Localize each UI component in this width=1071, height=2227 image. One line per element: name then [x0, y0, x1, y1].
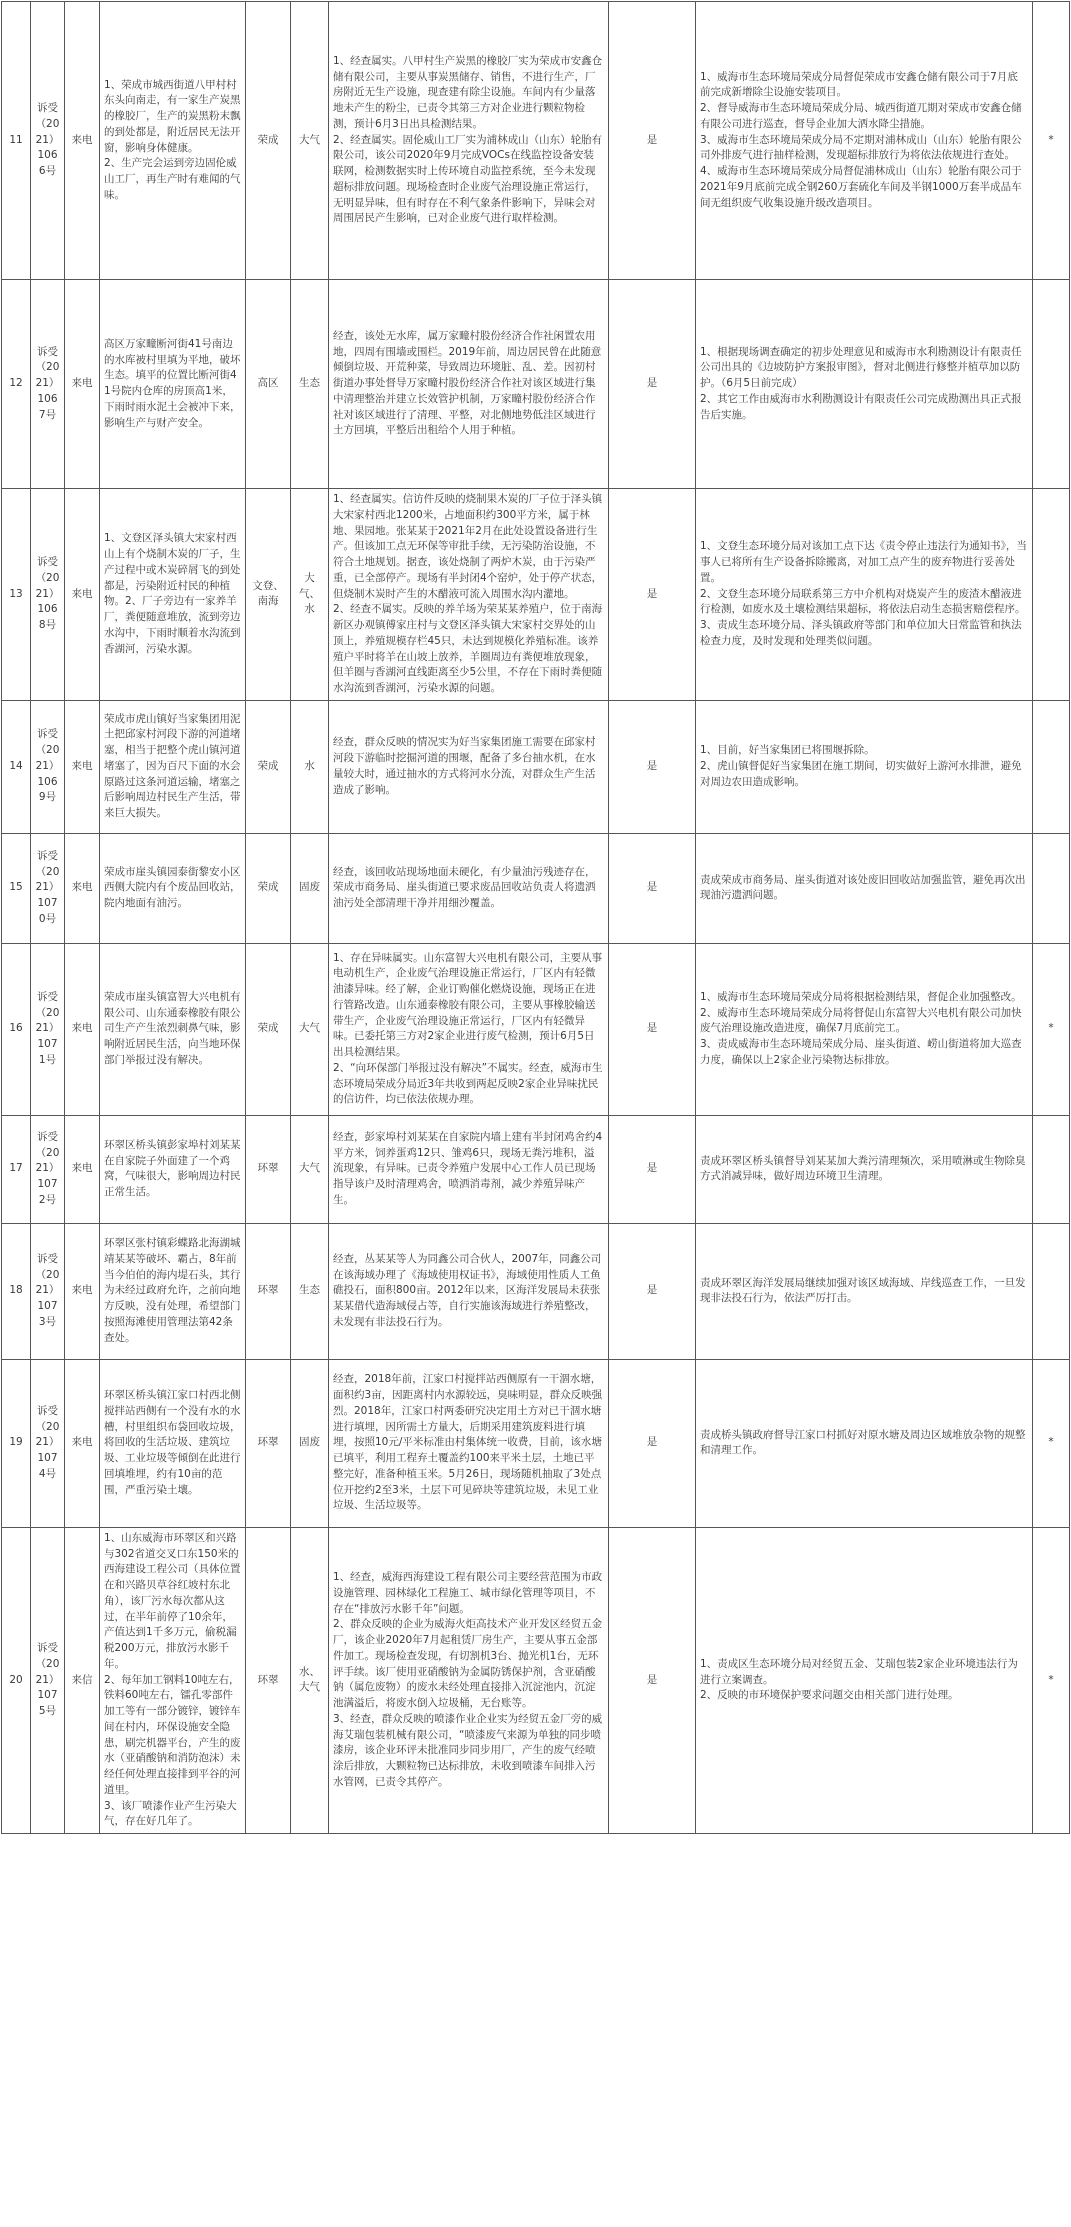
- case-code: 诉受（2021）1070号: [31, 833, 65, 943]
- district: 环翠: [246, 1223, 291, 1359]
- table-row: [2, 700, 1070, 833]
- case-code: 诉受（2021）1071号: [31, 943, 65, 1115]
- pollution-category: 水、大气: [291, 1527, 329, 1833]
- remark-mark: [1033, 833, 1070, 943]
- remark-mark: [1033, 700, 1070, 833]
- row-number: 18: [2, 1223, 31, 1359]
- verified-flag: 是: [609, 1223, 696, 1359]
- pollution-category: 固废: [291, 833, 329, 943]
- case-code: 诉受（2021）1072号: [31, 1115, 65, 1223]
- verified-flag: 是: [609, 700, 696, 833]
- table-row: [2, 943, 1070, 1115]
- investigation-findings: 经查，该处无水库，属万家疃村股份经济合作社闲置农用地，四周有围墙或围栏。2019年前，周边居民曾在此随意倾倒垃圾、开荒种菜，导致周边环境脏、乱、差。因初村街道办事处督导万家疃村股份经济合作社对该区域进行集中清理整治并建立长效管护机制，万家疃村股份经济合作社对该区域进行了清理、平整，对北侧地势低洼区域进行土方回填，平整后出租给个人用于种植。: [329, 280, 609, 489]
- verified-flag: 是: [609, 1527, 696, 1833]
- row-number: 20: [2, 1527, 31, 1833]
- pollution-category: 大气: [291, 2, 329, 280]
- investigation-findings: 1、存在异味属实。山东富智大兴电机有限公司，主要从事电动机生产，企业废气治理设施正常运行，厂区内有轻微油漆异味。经了解，企业订购催化燃烧设施，现场正在进行管路改造。山东通泰橡胶有限公司，主要从事橡胶输送带生产，企业废气治理设施正常运行，厂区内有轻微异味。已委托第三方对2家企业进行废气检测，预计6月5日出具检测结果。 2、“向环保部门举报过没有解决”不属实。经查，威海市生态环境局荣成分局近3年共收到两起反映2家企业异味扰民的信访件，均已依法依规办理。: [329, 943, 609, 1115]
- complaint-description: 环翠区桥头镇江家口村西北侧搅拌站西侧有一个没有水的水槽，村里组织布袋回收垃圾，将回收的生活垃圾、建筑垃圾、工业垃圾等倾倒在此进行回填堆埋，约有10亩的范围，严重污染土壤。: [100, 1359, 246, 1527]
- complaint-description: 荣成市虎山镇好当家集团用泥土把邱家村河段下游的河道堵塞，相当于把整个虎山镇河道堵塞了，因为百尺下面的水会原路过这条河道运输，堵塞之后影响周边村民生产生活，带来巨大损失。: [100, 700, 246, 833]
- complaint-type: 来电: [65, 2, 100, 280]
- pollution-category: 固废: [291, 1359, 329, 1527]
- table-row: [2, 1359, 1070, 1527]
- district: 环翠: [246, 1359, 291, 1527]
- table-row: [2, 1115, 1070, 1223]
- verified-flag: 是: [609, 1115, 696, 1223]
- complaint-type: 来电: [65, 700, 100, 833]
- case-code: 诉受（2021）1067号: [31, 280, 65, 489]
- row-number: 12: [2, 280, 31, 489]
- pollution-category: 生态: [291, 1223, 329, 1359]
- complaint-type: 来电: [65, 1359, 100, 1527]
- complaint-type: 来电: [65, 1115, 100, 1223]
- actions-taken: 责成环翠区桥头镇督导刘某某加大粪污清理频次，采用喷淋或生物除臭方式消减异味，做好周边环境卫生清理。: [696, 1115, 1033, 1223]
- complaint-type: 来电: [65, 489, 100, 701]
- remark-mark: *: [1033, 943, 1070, 1115]
- pollution-category: 大气、水: [291, 489, 329, 701]
- row-number: 13: [2, 489, 31, 701]
- district: 文登、南海: [246, 489, 291, 701]
- case-code: 诉受（2021）1066号: [31, 2, 65, 280]
- complaint-description: 环翠区张村镇彩蝶路北海湖城靖某某等破坏、霸占，8年前当今伯伯的海内堤石头，其行为未经过政府允许，之前向地方反映，没有处理，希望部门按照海滩使用管理法第42条查处。: [100, 1223, 246, 1359]
- investigation-findings: 1、经查，威海西海建设工程有限公司主要经营范围为市政设施管理、园林绿化工程施工、城市绿化管理等项目，不存在“排放污水影千年”问题。 2、群众反映的企业为威海火炬高技术产业开发区经贸五金厂，该企业2020年7月起租赁厂房生产，主要从事五金部件加工。现场检查发现，有切割机3台、抛光机1台，无环评手续。该厂使用亚硝酸钠为金属防锈保护剂，含亚硝酸钠（属危废物）的废水未经处理直接排入沉淀池内，沉淀池满溢后，将废水倒入垃圾桶，无台账等。 3、经查，群众反映的喷漆作业企业实为经贸五金厂旁的威海艾瑞包装机械有限公司，“喷漆废气来源为单独的同步喷漆房，该企业环评未批准同步同步用厂，产生的废气经喷涂后排放，大颗粒物已达标排放，未收到喷漆车间排入污水管网，已责令其停产。: [329, 1527, 609, 1833]
- investigation-findings: 经查，该回收站现场地面未硬化，有少量油污残迹存在，荣成市商务局、崖头街道已要求废品回收站负责人将遗洒油污处全部清理干净并用细沙覆盖。: [329, 833, 609, 943]
- verified-flag: 是: [609, 489, 696, 701]
- actions-taken: 1、责成区生态环境分局对经贸五金、艾瑞包装2家企业环境违法行为进行立案调查。 2、反映的市环境保护要求问题交由相关部门进行处理。: [696, 1527, 1033, 1833]
- actions-taken: 1、威海市生态环境局荣成分局督促荣成市安鑫仓储有限公司于7月底前完成新增除尘设施安装项目。 2、督导威海市生态环境局荣成分局、城西街道兀期对荣成市安鑫仓储有限公司进行巡查，督导企业加大洒水降尘措施。 3、威海市生态环境局荣成分局不定期对浦林成山（山东）轮胎有限公司外排废气进行抽样检测，发现超标排放行为将依法依规进行查处。 4、威海市生态环境局荣成分局督促浦林成山（山东）轮胎有限公司于2021年9月底前完成全钢260万套硫化车间及半钢1000万套半成品车间无组织废气收集设施升级改造项目。: [696, 2, 1033, 280]
- district: 高区: [246, 280, 291, 489]
- complaint-description: 1、荣成市城西街道八甲村村东头向南走，有一家生产炭黑的橡胶厂，生产的炭黑粉末飘的到处都是，附近居民无法开窗，影响身体健康。 2、生产完会运到旁边固伦威山工厂，再生产时有难闻的气味。: [100, 2, 246, 280]
- complaint-type: 来信: [65, 1527, 100, 1833]
- district: 荣成: [246, 833, 291, 943]
- case-code: 诉受（2021）1073号: [31, 1223, 65, 1359]
- complaint-type: 来电: [65, 1223, 100, 1359]
- actions-taken: 责成环翠区海洋发展局继续加强对该区域海域、岸线巡查工作，一旦发现非法投石行为，依法严厉打击。: [696, 1223, 1033, 1359]
- actions-taken: 1、威海市生态环境局荣成分局将根据检测结果，督促企业加强整改。 2、威海市生态环境局荣成分局将督促山东富智大兴电机有限公司加快废气治理设施改造进度，确保7月底前完工。 3、责成威海市生态环境局荣成分局、崖头街道、崂山街道将加大巡查力度，确保以上2家企业污染物达标排放。: [696, 943, 1033, 1115]
- remark-mark: [1033, 280, 1070, 489]
- pollution-category: 大气: [291, 1115, 329, 1223]
- table-row: [2, 2, 1070, 280]
- complaint-description: 环翠区桥头镇彭家埠村刘某某在自家院子外面建了一个鸡窝，气味很大，影响周边村民正常生活。: [100, 1115, 246, 1223]
- investigation-findings: 经查，群众反映的情况实为好当家集团施工需要在邱家村河段下游临时挖掘河道的围堰，配备了多台抽水机，在水量较大时，通过抽水的方式将河水分流，对群众生产生活造成了影响。: [329, 700, 609, 833]
- district: 荣成: [246, 943, 291, 1115]
- complaint-table: [1, 1, 1070, 1834]
- case-code: 诉受（2021）1068号: [31, 489, 65, 701]
- row-number: 11: [2, 2, 31, 280]
- investigation-findings: 1、经查属实。信访件反映的烧制果木炭的厂子位于泽头镇大宋家村西北1200米，占地面积约300平方米，属于林地、果园地。张某某于2021年2月在此处设置设备进行生产。但该加工点无环保等审批手续，无污染防治设施，不符合土地规划。据查，该处烧制了两炉木炭，由于污染严重，已全部停产。现场有半封闭4个窑炉，处于停产状态，但烧制木炭时产生的木醋液可流入周围水沟内灌地。 2、经查不属实。反映的养羊场为荣某某养殖户，位于南海新区办观镇傅家庄村与文登区泽头镇大宋家村交界处的山顶上，养殖规模存栏45只，未达到规模化养殖标准。该养殖户平时将羊在山坡上放养，羊圈周边有粪便堆放现象，但羊圈与香湖河直线距离至少5公里，不存在下雨时粪便随水沟流到香湖河，污染水源的问题。: [329, 489, 609, 701]
- complaint-description: 1、山东威海市环翠区和兴路与302省道交叉口东150米的西海建设工程公司（具体位置在和兴路贝草谷红坡村东北角），该厂污水每次都从这过，在半年前停了10余年，产值达到1千多万元，偷税漏税200万元，排放污水影千年。 2、每年加工钢料10吨左右，铁料60吨左右，镭孔零部件加工等有一部分镀锌，镀锌车间在村内，环保设施安全隐患，刷完机器平台，产生的废水（亚硝酸钠和消防泡沫）未经任何处理直接排到平谷的河道里。 3、该厂喷漆作业产生污染大气，存在好几年了。: [100, 1527, 246, 1833]
- complaint-type: 来电: [65, 280, 100, 489]
- row-number: 15: [2, 833, 31, 943]
- row-number: 14: [2, 700, 31, 833]
- verified-flag: 是: [609, 833, 696, 943]
- investigation-findings: 经查，彭家埠村刘某某在自家院内墙上建有半封闭鸡舍约4平方米，饲养蛋鸡12只、雏鸡6只，现场无粪污堆积，溢流现象，有异味。已责令养殖户发展中心工作人员已现场指导该户及时清理鸡舍，喷洒消毒剂，减少养殖异味产生。: [329, 1115, 609, 1223]
- row-number: 19: [2, 1359, 31, 1527]
- actions-taken: 责成桥头镇政府督导江家口村抓好对原水塘及周边区域堆放杂物的规整和清理工作。: [696, 1359, 1033, 1527]
- remark-mark: [1033, 1115, 1070, 1223]
- actions-taken: 责成荣成市商务局、崖头街道对该处废旧回收站加强监管，避免再次出现油污遗洒问题。: [696, 833, 1033, 943]
- row-number: 17: [2, 1115, 31, 1223]
- verified-flag: 是: [609, 280, 696, 489]
- table-row: [2, 1527, 1070, 1833]
- complaint-description: 1、文登区泽头镇大宋家村西山上有个烧制木炭的厂子，生产过程中或木炭碎屑飞的到处都是，污染附近村民的种植物。2、厂子旁边有一家养羊厂，粪便随意堆放，流到旁边水沟中，下雨时顺着水沟流到香湖河，污染水源。: [100, 489, 246, 701]
- complaint-type: 来电: [65, 833, 100, 943]
- remark-mark: [1033, 1223, 1070, 1359]
- verified-flag: 是: [609, 2, 696, 280]
- row-number: 16: [2, 943, 31, 1115]
- pollution-category: 生态: [291, 280, 329, 489]
- remark-mark: *: [1033, 1527, 1070, 1833]
- complaint-type: 来电: [65, 943, 100, 1115]
- verified-flag: 是: [609, 1359, 696, 1527]
- investigation-findings: 经查，丛某某等人为同鑫公司合伙人，2007年，同鑫公司在该海域办理了《海域使用权证书》，海域使用性质人工鱼礁投石，面积800亩。2012年以来，区海洋发展局未获张某某借代造海域侵占等，自行实施该海域进行养殖整改，未发现有非法投石行为。: [329, 1223, 609, 1359]
- remark-mark: *: [1033, 2, 1070, 280]
- actions-taken: 1、文登生态环境分局对该加工点下达《责令停止违法行为通知书》，当事人已将所有生产设备拆除搬离，对加工点产生的废弃物进行妥善处置。 2、文登生态环境分局联系第三方中介机构对烧炭产生的废渣木醋液进行检测，如废水及土壤检测结果超标，将依法启动生态损害赔偿程序。 3、责成生态环境分局、泽头镇政府等部门和单位加大日常监管和执法检查力度，及时发现和处理类似问题。: [696, 489, 1033, 701]
- table-row: [2, 1223, 1070, 1359]
- table-row: [2, 280, 1070, 489]
- pollution-category: 大气: [291, 943, 329, 1115]
- actions-taken: 1、根据现场调查确定的初步处理意见和威海市水利勘测设计有限责任公司出具的《边坡防护方案报审图》，督对北侧进行修整并植草加以防护。（6月5日前完成） 2、其它工作由威海市水利勘测设计有限责任公司完成勘测出具正式报告后实施。: [696, 280, 1033, 489]
- complaint-description: 荣成市崖头镇园泰街黎安小区西侧大院内有个废品回收站，院内地面有油污。: [100, 833, 246, 943]
- complaint-description: 高区万家疃断河街41号南边的水库被村里填为平地，破坏生态。填平的位置比断河街41号院内仓库的房顶高1米，下雨时雨水泥土会被冲下来，影响生产与财产安全。: [100, 280, 246, 489]
- district: 环翠: [246, 1115, 291, 1223]
- complaint-description: 荣成市崖头镇富智大兴电机有限公司、山东通泰橡胶有限公司生产产生浓烈刺鼻气味，影响附近居民生活，向当地环保部门举报过没有解决。: [100, 943, 246, 1115]
- table-row: [2, 833, 1070, 943]
- district: 荣成: [246, 2, 291, 280]
- remark-mark: *: [1033, 1359, 1070, 1527]
- verified-flag: 是: [609, 943, 696, 1115]
- investigation-findings: 经查，2018年前，江家口村搅拌站西侧原有一干涸水塘，面积约3亩，因距离村内水源较远，臭味明显，群众反映强烈。2018年，江家口村两委研究决定用土方对已干涸水塘进行填埋，因所需土方量大，后期采用建筑废料进行填埋，按照10元/平米标准由村集体统一收费，目前，该水塘已填平，利用工程弃土覆盖约100来平米土层，土地已平整完好，准备种植玉米。5月26日，现场随机抽取了3处点位开挖约2至3米，土层下可见碎块等建筑垃圾，未见工业垃圾、生活垃圾等。: [329, 1359, 609, 1527]
- case-code: 诉受（2021）1075号: [31, 1527, 65, 1833]
- case-code: 诉受（2021）1069号: [31, 700, 65, 833]
- pollution-category: 水: [291, 700, 329, 833]
- actions-taken: 1、目前，好当家集团已将围堰拆除。 2、虎山镇督促好当家集团在施工期间，切实做好上游河水排泄，避免对周边农田造成影响。: [696, 700, 1033, 833]
- case-code: 诉受（2021）1074号: [31, 1359, 65, 1527]
- district: 荣成: [246, 700, 291, 833]
- investigation-findings: 1、经查属实。八甲村生产炭黑的橡胶厂实为荣成市安鑫仓储有限公司，主要从事炭黑储存、销售，不进行生产，厂房附近无生产设施，现查建有除尘设施。车间内有少量落地未产生的粉尘，已责令其第三方对企业进行颗粒物检测，预计6月3日出具检测结果。 2、经查属实。固伦威山工厂实为浦林成山（山东）轮胎有限公司，该公司2020年9月完成VOCs在线监控设备安装联网，检测数据实时上传环境自动监控系统，至今未发现超标排放问题。现场检查时企业废气治理设施正常运行，无明显异味，但有时存在不利气象条件影响下，异味会对周围居民产生影响，已对企业废气进行取样检测。: [329, 2, 609, 280]
- district: 环翠: [246, 1527, 291, 1833]
- table-row: [2, 489, 1070, 701]
- remark-mark: [1033, 489, 1070, 701]
